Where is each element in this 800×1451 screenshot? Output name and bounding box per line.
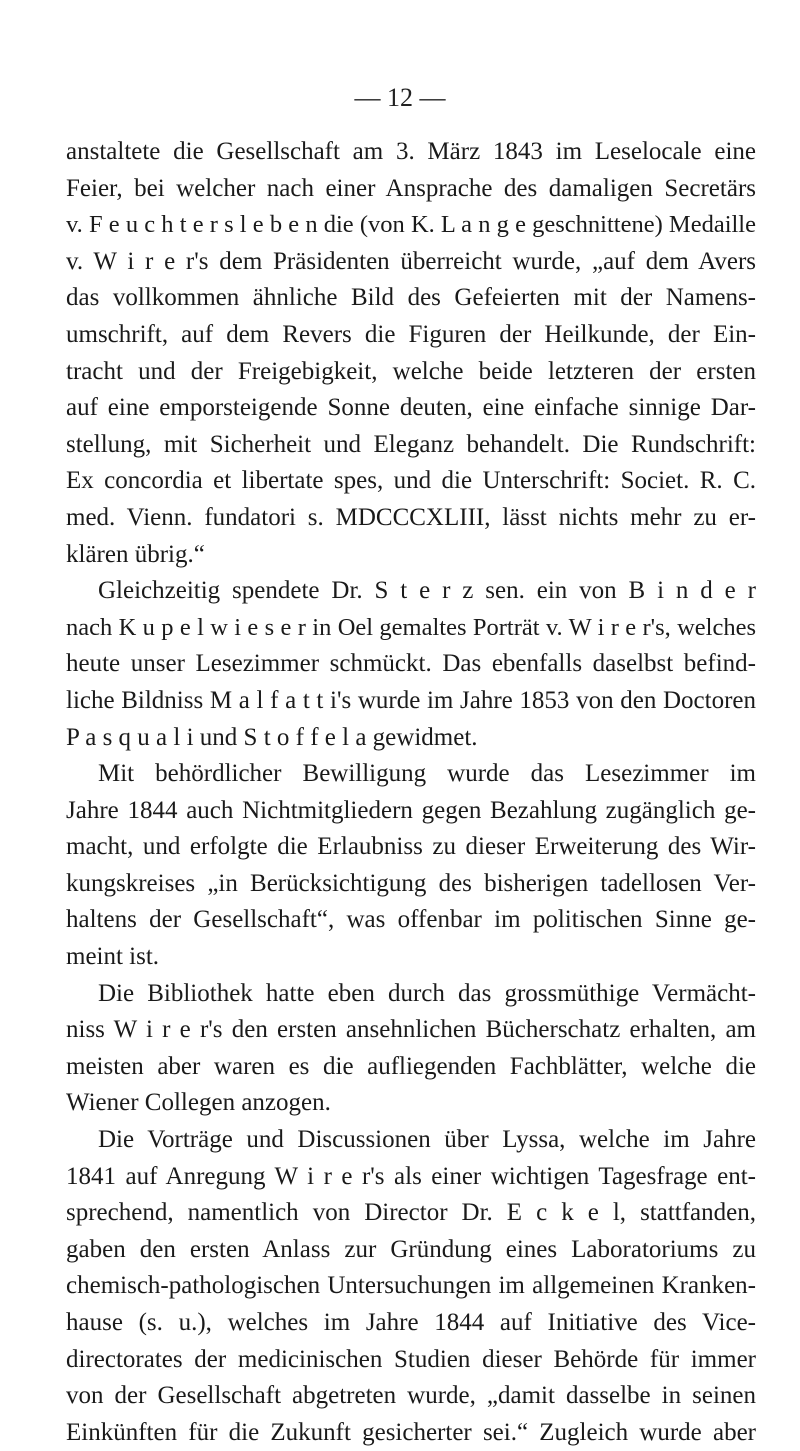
text-line: klären übrig.“ xyxy=(66,540,205,568)
paragraph xyxy=(66,1122,756,1451)
text-line: heute unser Lesezimmer schmückt. Das ebenfalls daselbst befind- xyxy=(66,650,756,678)
text-line: gaben den ersten Anlass zur Gründung eines Laboratoriums zu xyxy=(66,1235,756,1263)
text-line: Feier, bei welcher nach einer Ansprache des damaligen Secretärs xyxy=(66,174,756,202)
text-line: meisten aber waren es die aufliegenden Fachblätter, welche die xyxy=(66,1052,756,1080)
text-line: haltens der Gesellschaft“, was offenbar im politischen Sinne ge- xyxy=(66,906,756,934)
paragraph xyxy=(66,134,756,573)
paragraph xyxy=(66,756,756,976)
text-line: Jahre 1844 auch Nichtmitgliedern gegen Bezahlung zugänglich ge- xyxy=(66,796,756,824)
paragraph xyxy=(66,976,756,1122)
body-text xyxy=(66,134,756,1451)
text-line: Wiener Collegen anzogen. xyxy=(66,1089,331,1117)
text-line: meint ist. xyxy=(66,943,160,971)
text-line: liche Bildniss M a l f a t t i's wurde im Jahre 1853 von den Doctoren xyxy=(66,686,756,714)
text-line: umschrift, auf dem Revers die Figuren der Heilkunde, der Ein- xyxy=(66,320,756,348)
text-line: Die Bibliothek hatte eben durch das grossmüthige Vermächt- xyxy=(98,979,756,1007)
text-line: directorates der medicinischen Studien dieser Behörde für immer xyxy=(66,1345,756,1373)
text-line: sprechend, namentlich von Director Dr. E c k e l, stattfanden, xyxy=(66,1199,756,1227)
text-line: hause (s. u.), welches im Jahre 1844 auf Initiative des Vice- xyxy=(66,1309,756,1336)
text-line: kungskreises „in Berücksichtigung des bisherigen tadellosen Ver- xyxy=(66,869,756,897)
page-number: — 12 — xyxy=(354,83,446,112)
text-line: tracht und der Freigebigkeit, welche beide letzteren der ersten xyxy=(66,357,756,385)
text-line: anstaltete die Gesellschaft am 3. März 1843 im Leselocale eine xyxy=(66,138,756,165)
text-line: niss W i r e r's den ersten ansehnlichen Bücherschatz erhalten, am xyxy=(66,1016,756,1044)
paragraph xyxy=(66,573,756,756)
text-line: v. W i r e r's dem Präsidenten überreicht wurde, „auf dem Avers xyxy=(66,247,756,275)
text-line: von der Gesellschaft abgetreten wurde, „damit dasselbe in seinen xyxy=(66,1382,756,1410)
text-line: chemisch-pathologischen Untersuchungen im allgemeinen Kranken- xyxy=(66,1272,756,1300)
text-line: Die Vorträge und Discussionen über Lyssa, welche im Jahre xyxy=(98,1126,756,1154)
text-line: Mit behördlicher Bewilligung wurde das Lesezimmer im xyxy=(98,760,756,788)
text-line: med. Vienn. fundatori s. MDCCCXLIII, lässt nichts mehr zu er- xyxy=(66,503,756,531)
text-line: nach K u p e l w i e s e r in Oel gemaltes Porträt v. W i r e r's, welches xyxy=(66,613,756,641)
text-line: Einkünften für die Zukunft gesicherter sei.“ Zugleich wurde aber xyxy=(66,1418,756,1446)
text-line: 1841 auf Anregung W i r e r's als einer wichtigen Tagesfrage ent- xyxy=(66,1162,756,1190)
text-line: macht, und erfolgte die Erlaubniss zu dieser Erweiterung des Wir- xyxy=(66,833,756,861)
text-line: auf eine emporsteigende Sonne deuten, eine einfache sinnige Dar- xyxy=(66,394,756,422)
text-line: v. F e u c h t e r s l e b e n die (von K. L a n g e geschnittene) Medaille xyxy=(66,211,756,239)
text-line: P a s q u a l i und S t o f f e l a gewidmet. xyxy=(66,723,478,751)
text-line: Ex concordia et libertate spes, und die Unterschrift: Societ. R. C. xyxy=(66,467,756,495)
text-line: das vollkommen ähnliche Bild des Gefeierten mit der Namens- xyxy=(66,284,756,312)
text-line: stellung, mit Sicherheit und Eleganz behandelt. Die Rundschrift: xyxy=(66,430,756,458)
text-line: Gleichzeitig spendete Dr. S t e r z sen. ein von B i n d e r xyxy=(98,577,756,605)
